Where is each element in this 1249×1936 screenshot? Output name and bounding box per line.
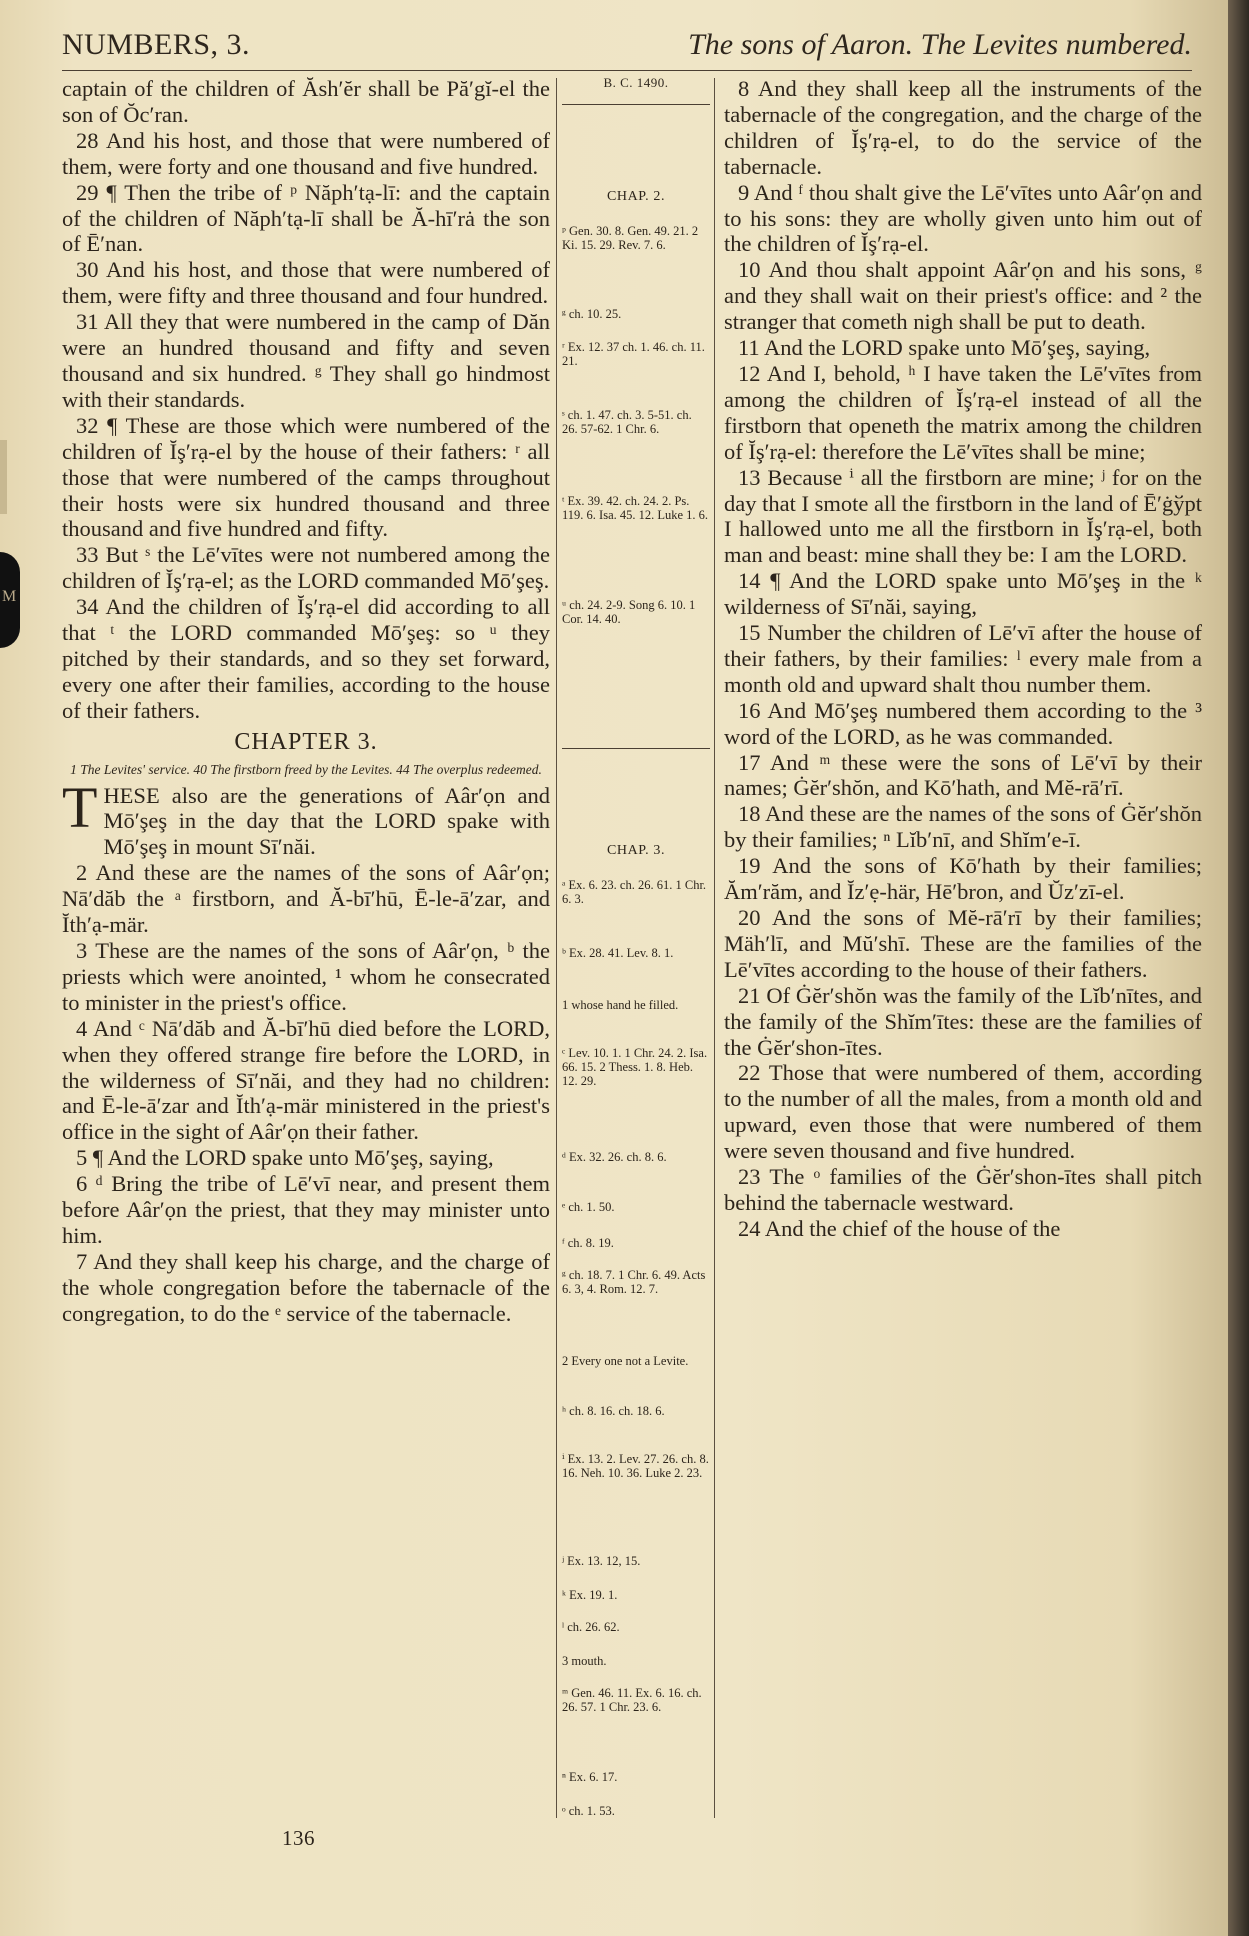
book-spine-edge (1228, 0, 1249, 1936)
cross-reference: ᵍ ch. 18. 7. 1 Chr. 6. 49. Acts 6. 3, 4. Rom. 12. 7. (562, 1268, 706, 1296)
verse-paragraph: 30 And his host, and those that were numbered of them, were fifty and three thousand and four hundred. (62, 257, 550, 309)
verse-paragraph: 6 ᵈ Bring the tribe of Lē′vī near, and present them before Aâr′ọn the priest, that they may minister unto him. (62, 1171, 550, 1248)
verse-paragraph: captain of the children of Ăsh′ĕr shall be Pă′gĭ-el the son of Ŏc′ran. (62, 76, 550, 127)
verse-paragraph: 17 And ᵐ these were the sons of Lē′vī by their names; Ġĕr′shŏn, and Kō′hath, and Mĕ-rā′rī. (724, 749, 1202, 801)
cross-reference: ʳ Ex. 12. 37 ch. 1. 46. ch. 11. 21. (562, 340, 705, 368)
verse-paragraph: 20 And the sons of Mĕ-rā′rī by their families; Mäh′lī, and Mŭ′shī. These are the families of the Lē′vītes according to the house of their fathers. (724, 905, 1202, 982)
column-rule-left (556, 78, 557, 1818)
chapter-opening-paragraph (62, 774, 550, 861)
running-title: The sons of Aaron. The Levites numbered. (688, 28, 1192, 61)
chapter-summary: 1 The Levites' service. 40 The firstborn freed by the Levites. 44 The overplus redeemed. (70, 761, 542, 777)
verse-paragraph: 18 And these are the names of the sons of Ġĕr′shŏn by their families; ⁿ Lĭb′nī, and Shĭm′e-ī. (724, 801, 1202, 853)
verse-paragraph: 12 And I, behold, ʰ I have taken the Lē′vītes from among the children of Ĭş′rạ-el instead of all the firstborn that openeth the matrix among the children of Ĭş′rạ-el: therefore the Lē′vītes shall be mine; (724, 360, 1202, 464)
running-header (62, 22, 1192, 71)
cross-reference-column (562, 76, 710, 105)
verse-paragraph: 34 And the children of Ĭş′rạ-el did according to all that ᵗ the LORD commanded Mō′şeş: so ᵘ they pitched by their standards, and so they set forward, every one after their families, according to the house of their fathers. (62, 594, 550, 723)
verse-paragraph: 16 And Mō′şeş numbered them according to the ³ word of the LORD, as he was commanded. (724, 697, 1202, 749)
cross-reference: ᵉ ch. 1. 50. (562, 1200, 615, 1214)
verse-paragraph: 33 But ˢ the Lē′vītes were not numbered among the children of Ĭş′rạ-el; as the LORD commanded Mō′şeş. (62, 542, 550, 594)
cross-reference: 2 Every one not a Levite. (562, 1354, 689, 1368)
cross-reference: ˡ ch. 26. 62. (562, 1620, 620, 1634)
cross-reference: ᵃ Ex. 6. 23. ch. 26. 61. 1 Chr. 6. 3. (562, 878, 707, 906)
margin-divider (562, 104, 710, 105)
verse-paragraph: 10 And thou shalt appoint Aâr′ọn and his sons, ᵍ and they shall wait on their priest's office: and ² the stranger that cometh nigh shall be put to death. (724, 257, 1202, 335)
drop-cap: T (62, 774, 98, 840)
left-text-column (62, 76, 550, 1327)
right-text-column (724, 76, 1202, 1242)
cross-reference: 1 whose hand he filled. (562, 998, 679, 1012)
column-rule-right (714, 78, 715, 1818)
verse-text: HESE also are the generations of Aâr′ọn and Mō′şeş in the day that the LORD spake with Mō′şeş in mount Sī′năi. (103, 782, 550, 860)
cross-reference: ˢ ch. 1. 47. ch. 3. 5-51. ch. 26. 57-62. 1 Chr. 6. (562, 408, 692, 436)
cross-reference: ʰ ch. 8. 16. ch. 18. 6. (562, 1404, 665, 1418)
verse-paragraph: 31 All they that were numbered in the camp of Dăn were an hundred thousand and fifty and seven thousand and six hundred. ᵍ They shall go hindmost with their standards. (62, 309, 550, 412)
book-chapter-heading: NUMBERS, 3. (62, 28, 251, 61)
verse-paragraph: 23 The ᵒ families of the Ġĕr′shon-ītes shall pitch behind the tabernacle westward. (724, 1164, 1202, 1215)
margin-divider (562, 748, 710, 749)
cross-reference: ᵏ Ex. 19. 1. (562, 1588, 618, 1602)
verse-paragraph: 7 And they shall keep his charge, and the charge of the whole congregation before the tabernacle of the congregation, to do the ᵉ service of the tabernacle. (62, 1248, 550, 1326)
verse-paragraph: 3 These are the names of the sons of Aâr′ọn, ᵇ the priests which were anointed, ¹ whom he consecrated to minister in the priest's office. (62, 938, 550, 1015)
verse-paragraph: 8 And they shall keep all the instruments of the tabernacle of the congregation, and the charge of the children of Ĭş′rạ-el, to do the service of the tabernacle. (724, 76, 1202, 179)
cross-reference: ᵐ Gen. 46. 11. Ex. 6. 16. ch. 26. 57. 1 Chr. 23. 6. (562, 1686, 702, 1714)
verse-paragraph: 28 And his host, and those that were numbered of them, were forty and one thousand and five hundred. (62, 127, 550, 179)
margin-chap-heading: CHAP. 2. (606, 189, 666, 204)
page-number: 136 (282, 1826, 315, 1850)
cross-reference: ᶜ Lev. 10. 1. 1 Chr. 24. 2. Isa. 66. 15. 2 Thess. 1. 8. Heb. 12. 29. (562, 1046, 708, 1088)
verse-paragraph: 19 And the sons of Kō′hath by their families; Ăm′răm, and Ĭz′ẹ-här, Hē′bron, and Ŭz′zī-el. (724, 853, 1202, 905)
thumb-index-tab[interactable] (0, 552, 20, 648)
chapter-heading: CHAPTER 3. (234, 728, 378, 755)
page-edge-tab (0, 440, 7, 514)
verse-paragraph: 15 Number the children of Lē′vī after the house of their fathers, by their families: ˡ every male from a month old and upward shalt thou number them. (724, 620, 1202, 697)
cross-reference: ᵘ ch. 24. 2-9. Song 6. 10. 1 Cor. 14. 40. (562, 598, 696, 626)
margin-chap-heading: CHAP. 3. (606, 843, 666, 858)
verse-paragraph: 9 And ᶠ thou shalt give the Lē′vītes unto Aâr′ọn and to his sons: they are wholly given unto him out of the children of Ĭş′rạ-el. (724, 179, 1202, 257)
verse-paragraph: 24 And the chief of the house of the (738, 1215, 1061, 1241)
verse-paragraph: 14 ¶ And the LORD spake unto Mō′şeş in the ᵏ wilderness of Sī′năi, saying, (724, 568, 1202, 620)
verse-paragraph: 29 ¶ Then the tribe of ᵖ Năph′tạ-lī: and the captain of the children of Năph′tạ-lī shall be Ă-hī′rȧ the son of Ē′nan. (62, 179, 550, 257)
cross-reference: ᵗ Ex. 39. 42. ch. 24. 2. Ps. 119. 6. Isa. 45. 12. Luke 1. 6. (562, 494, 709, 522)
cross-reference: ᵒ ch. 1. 53. (562, 1804, 615, 1818)
cross-reference: ⁱ Ex. 13. 2. Lev. 27. 26. ch. 8. 16. Neh. 10. 36. Luke 2. 23. (562, 1452, 709, 1480)
verse-paragraph: 5 ¶ And the LORD spake unto Mō′şeş, saying, (76, 1145, 494, 1171)
thumb-index-label: M (2, 588, 17, 605)
verse-paragraph: 2 And these are the names of the sons of Aâr′ọn; Nā′dăb the ᵃ firstborn, and Ă-bī′hū, Ē-le-ā′zar, and Ĭth′ạ-mär. (62, 860, 550, 938)
cross-reference: ᵍ ch. 10. 25. (562, 307, 622, 321)
cross-reference: 3 mouth. (562, 1654, 607, 1668)
cross-reference: ⁿ Ex. 6. 17. (562, 1770, 618, 1784)
cross-reference: ᵇ Ex. 28. 41. Lev. 8. 1. (562, 946, 674, 960)
cross-reference: ᵈ Ex. 32. 26. ch. 8. 6. (562, 1150, 667, 1164)
verse-paragraph: 11 And the LORD spake unto Mō′şeş, saying, (738, 335, 1151, 361)
verse-paragraph: 4 And ᶜ Nā′dăb and Ă-bī′hū died before the LORD, when they offered strange fire before the LORD, in the wilderness of Sī′năi, and they had no children: and Ē-le-ā′zar and Ĭth′ạ-mär ministered in the priest's office in the sight of Aâr′ọn their father. (62, 1015, 550, 1145)
verse-paragraph: 13 Because ⁱ all the firstborn are mine; ʲ for on the day that I smote all the firstborn in the land of Ē′ġўpt I hallowed unto me all the firstborn in Ĭş′rạ-el, both man and beast: mine shall they be: I am the LORD. (724, 464, 1202, 568)
cross-reference: ᵖ Gen. 30. 8. Gen. 49. 21. 2 Ki. 15. 29. Rev. 7. 6. (562, 224, 699, 252)
cross-reference: ᶠ ch. 8. 19. (562, 1236, 614, 1250)
verse-paragraph: 21 Of Ġĕr′shŏn was the family of the Lĭb′nītes, and the family of the Shĭm′ītes: these are the families of the Ġĕr′shon-ītes. (724, 982, 1202, 1060)
margin-date: B. C. 1490. (603, 75, 669, 90)
cross-reference: ʲ Ex. 13. 12, 15. (562, 1554, 641, 1568)
verse-paragraph: 32 ¶ These are those which were numbered of the children of Ĭş′rạ-el by the house of their fathers: ʳ all those that were numbered of the camps throughout their hosts were six hundred thousand and three thousand and five hundred and fifty. (62, 412, 550, 542)
verse-paragraph: 22 Those that were numbered of them, according to the number of all the males, from a month old and upward, even those that were numbered of them were seven thousand and five hundred. (724, 1060, 1202, 1164)
